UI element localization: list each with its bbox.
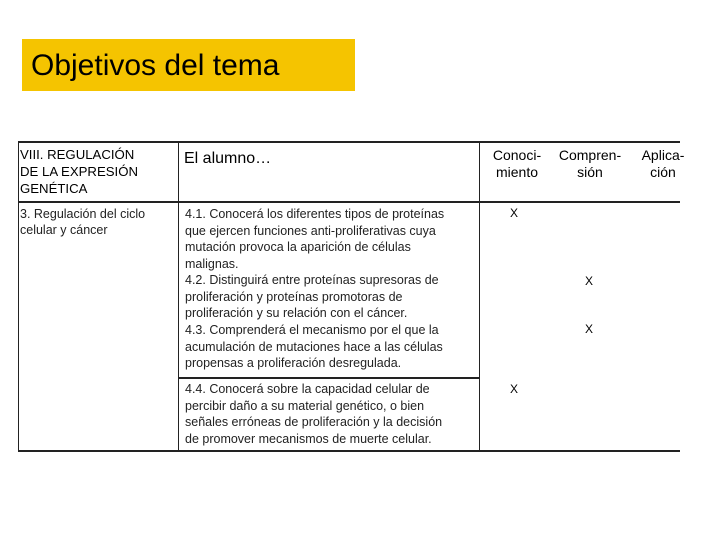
header-knowledge-line: miento xyxy=(495,164,539,180)
objective-line: acumulación de mutaciones hace a las células xyxy=(185,339,443,354)
objective-item xyxy=(185,381,442,447)
mark-comprehension: X xyxy=(584,274,593,288)
objective-line: proliferación y proteínas promotoras de xyxy=(185,289,403,304)
mark-knowledge: X xyxy=(509,382,518,396)
header-comprehension xyxy=(550,147,630,181)
header-knowledge xyxy=(482,147,552,181)
table-col-divider xyxy=(178,141,179,452)
objective-item xyxy=(185,322,443,372)
objective-line: 4.1. Conocerá los diferentes tipos de proteínas xyxy=(185,207,445,221)
header-knowledge-line: Conoci- xyxy=(492,147,542,163)
objective-item xyxy=(185,206,444,272)
objective-line: 4.2. Distinguirá entre proteínas supresoras de xyxy=(185,273,439,287)
row-topic xyxy=(20,206,145,238)
objective-line: propensas a proliferación desregulada. xyxy=(185,356,402,370)
header-topic-line: DE LA EXPRESIÓN xyxy=(20,164,138,179)
table-row-divider xyxy=(178,377,480,379)
header-topic xyxy=(20,146,138,197)
header-topic-line: VIII. REGULACIÓN xyxy=(20,147,135,162)
table-col-divider xyxy=(479,141,480,452)
header-application xyxy=(628,147,698,181)
objective-line: mutación provoca la aparición de células xyxy=(185,240,411,254)
objective-line: 4.4. Conocerá sobre la capacidad celular de xyxy=(185,382,430,396)
mark-comprehension: X xyxy=(584,322,593,336)
objective-line: señales erróneas de proliferación y la decisión xyxy=(185,415,443,429)
table-bottom-border xyxy=(18,450,680,452)
row-topic-line: celular y cáncer xyxy=(20,223,108,237)
header-comprehension-line: sión xyxy=(577,164,603,180)
header-student: El alumno… xyxy=(184,150,272,167)
objective-line: malignas. xyxy=(185,256,239,271)
row-topic-line: 3. Regulación del ciclo xyxy=(20,207,146,221)
title-banner xyxy=(22,39,355,91)
header-application-line: Aplica- xyxy=(641,147,685,163)
objective-line: proliferación y su relación con el cáncer. xyxy=(185,306,408,320)
objective-line: 4.3. Comprenderá el mecanismo por el que la xyxy=(185,323,439,337)
header-comprehension-line: Compren- xyxy=(558,147,622,163)
mark-knowledge: X xyxy=(509,206,518,220)
header-application-line: ción xyxy=(650,164,676,180)
objective-line: de promover mecanismos de muerte celular. xyxy=(185,431,432,446)
table-top-border xyxy=(18,141,680,143)
page-title: Objetivos del tema xyxy=(31,49,280,82)
objective-item xyxy=(185,272,439,322)
table-left-border xyxy=(18,141,19,452)
objective-line: que ejercen funciones anti-proliferativas cuya xyxy=(185,223,436,238)
objective-line: percibir daño a su material genético, o bien xyxy=(185,398,425,413)
table-header-divider xyxy=(18,201,680,203)
header-topic-line: GENÉTICA xyxy=(20,181,88,196)
